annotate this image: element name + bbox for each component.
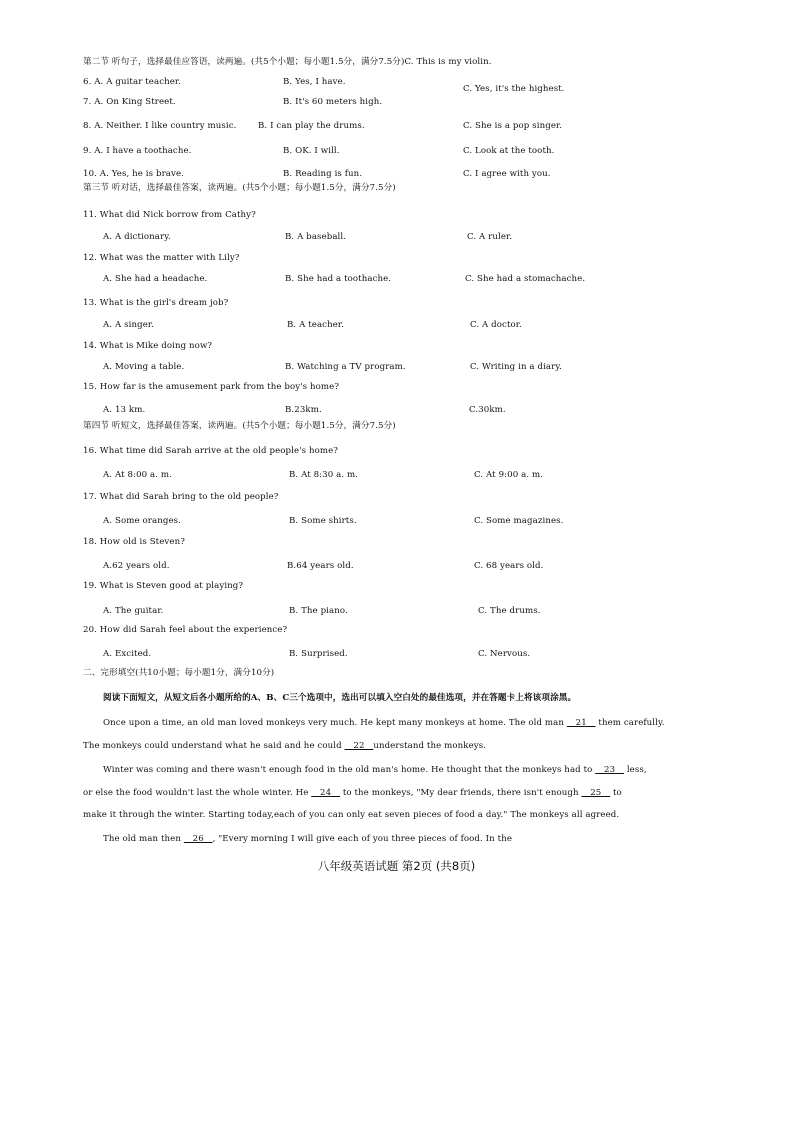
- q12-option-b: B. She had a toothache.: [285, 274, 392, 284]
- q14-option-c: C. Writing in a diary.: [470, 362, 563, 372]
- q19-option-c: C. The drums.: [478, 606, 541, 616]
- q17-option-a: A. Some oranges.: [103, 516, 181, 526]
- question-15: 15. How far is the amusement park from the boy's home?: [83, 382, 340, 392]
- q19-option-b: B. The piano.: [289, 606, 348, 616]
- q11-option-a: A. A dictionary.: [103, 232, 171, 242]
- q6-option-a: 6. A. A guitar teacher.: [83, 77, 182, 87]
- blank-24: __24__: [311, 788, 340, 798]
- q20-option-a: A. Excited.: [103, 649, 152, 659]
- q20-option-b: B. Surprised.: [289, 649, 348, 659]
- page-footer: 八年级英语试题 第2页 (共8页): [317, 859, 476, 873]
- blank-23: __23__: [595, 765, 624, 775]
- blank-22: __22__: [344, 741, 374, 751]
- q13-option-b: B. A teacher.: [287, 320, 345, 330]
- q7-option-c: C. Yes, it's the highest.: [463, 84, 565, 94]
- question-20: 20. How did Sarah feel about the experience?: [83, 625, 288, 635]
- section2-header: 第二节 听句子，选择最佳应答语，读两遍。(共5个小题；每小题1.5分，满分7.5分)C. This is my violin.: [83, 57, 492, 67]
- q16-option-c: C. At 9:00 a. m.: [474, 470, 544, 480]
- q15-option-c: C.30km.: [469, 405, 506, 415]
- section4-header: 第四节 听短文，选择最佳答案，读两遍。(共5个小题；每小题1.5分，满分7.5分): [83, 421, 396, 431]
- q10-option-c: C. I agree with you.: [463, 169, 551, 179]
- q18-option-a: A.62 years old.: [103, 561, 170, 571]
- question-18: 18. How old is Steven?: [83, 537, 185, 547]
- cloze-header: 二、完形填空(共10小题；每小题1分，满分10分): [83, 668, 275, 678]
- q15-option-b: B.23km.: [285, 405, 322, 415]
- blank-26: __26__: [183, 834, 213, 844]
- question-11: 11. What did Nick borrow from Cathy?: [83, 210, 256, 220]
- blank-25: __25__: [581, 788, 611, 798]
- q7-option-b: B. It's 60 meters high.: [283, 97, 383, 107]
- q14-option-a: A. Moving a table.: [103, 362, 185, 372]
- passage-line-2: The monkeys could understand what he said and he could __22__understand the monkeys.: [83, 741, 487, 751]
- q6-option-b: B. Yes, I have.: [283, 77, 346, 87]
- q15-option-a: A. 13 km.: [103, 405, 146, 415]
- q16-option-a: A. At 8:00 a. m.: [103, 470, 173, 480]
- q10-option-b: B. Reading is fun.: [283, 169, 363, 179]
- q19-option-a: A. The guitar.: [103, 606, 164, 616]
- question-12: 12. What was the matter with Lily?: [83, 253, 240, 263]
- q9-option-c: C. Look at the tooth.: [463, 146, 555, 156]
- passage-line-5: make it through the winter. Starting today,each of you can only eat seven pieces of food a day." The monkeys all agreed.: [83, 810, 620, 820]
- q18-option-b: B.64 years old.: [287, 561, 354, 571]
- q7-option-a: 7. A. On King Street.: [83, 97, 176, 107]
- q16-option-b: B. At 8:30 a. m.: [289, 470, 359, 480]
- q13-option-a: A. A singer.: [103, 320, 154, 330]
- q12-option-a: A. She had a headache.: [103, 274, 208, 284]
- passage-line-1: Once upon a time, an old man loved monkeys very much. He kept many monkeys at home. The old man __21__ them carefully.: [103, 718, 665, 728]
- q11-option-c: C. A ruler.: [467, 232, 513, 242]
- cloze-instruction: 阅读下面短文，从短文后各小题所给的A、B、C三个选项中，选出可以填入空白处的最佳选项，并在答题卡上将该项涂黑。: [103, 693, 577, 703]
- q8-option-c: C. She is a pop singer.: [463, 121, 563, 131]
- question-17: 17. What did Sarah bring to the old people?: [83, 492, 279, 502]
- q12-option-c: C. She had a stomachache.: [465, 274, 586, 284]
- q17-option-b: B. Some shirts.: [289, 516, 357, 526]
- passage-line-3: Winter was coming and there wasn't enough food in the old man's home. He thought that the monkeys had to __23__ less,: [103, 765, 647, 775]
- q17-option-c: C. Some magazines.: [474, 516, 564, 526]
- q18-option-c: C. 68 years old.: [474, 561, 544, 571]
- q20-option-c: C. Nervous.: [478, 649, 531, 659]
- q14-option-b: B. Watching a TV program.: [285, 362, 406, 372]
- question-14: 14. What is Mike doing now?: [83, 341, 213, 351]
- question-19: 19. What is Steven good at playing?: [83, 581, 244, 591]
- q11-option-b: B. A baseball.: [285, 232, 347, 242]
- q8-option-a: 8. A. Neither. I like country music.: [83, 121, 237, 131]
- passage-line-6: The old man then __26__, "Every morning I will give each of you three pieces of food. In the: [103, 834, 513, 844]
- q13-option-c: C. A doctor.: [470, 320, 522, 330]
- q9-option-a: 9. A. I have a toothache.: [83, 146, 192, 156]
- q9-option-b: B. OK. I will.: [283, 146, 340, 156]
- q8-option-b: B. I can play the drums.: [258, 121, 365, 131]
- q10-option-a: 10. A. Yes, he is brave.: [83, 169, 185, 179]
- question-13: 13. What is the girl's dream job?: [83, 298, 229, 308]
- blank-21: __21__: [566, 718, 596, 728]
- section3-header: 第三节 听对话，选择最佳答案，读两遍。(共5个小题；每小题1.5分，满分7.5分): [83, 183, 396, 193]
- passage-line-4: or else the food wouldn't last the whole winter. He __24__ to the monkeys, "My dear friends, there isn't enough __25__ to: [83, 788, 622, 798]
- question-16: 16. What time did Sarah arrive at the old people's home?: [83, 446, 339, 456]
